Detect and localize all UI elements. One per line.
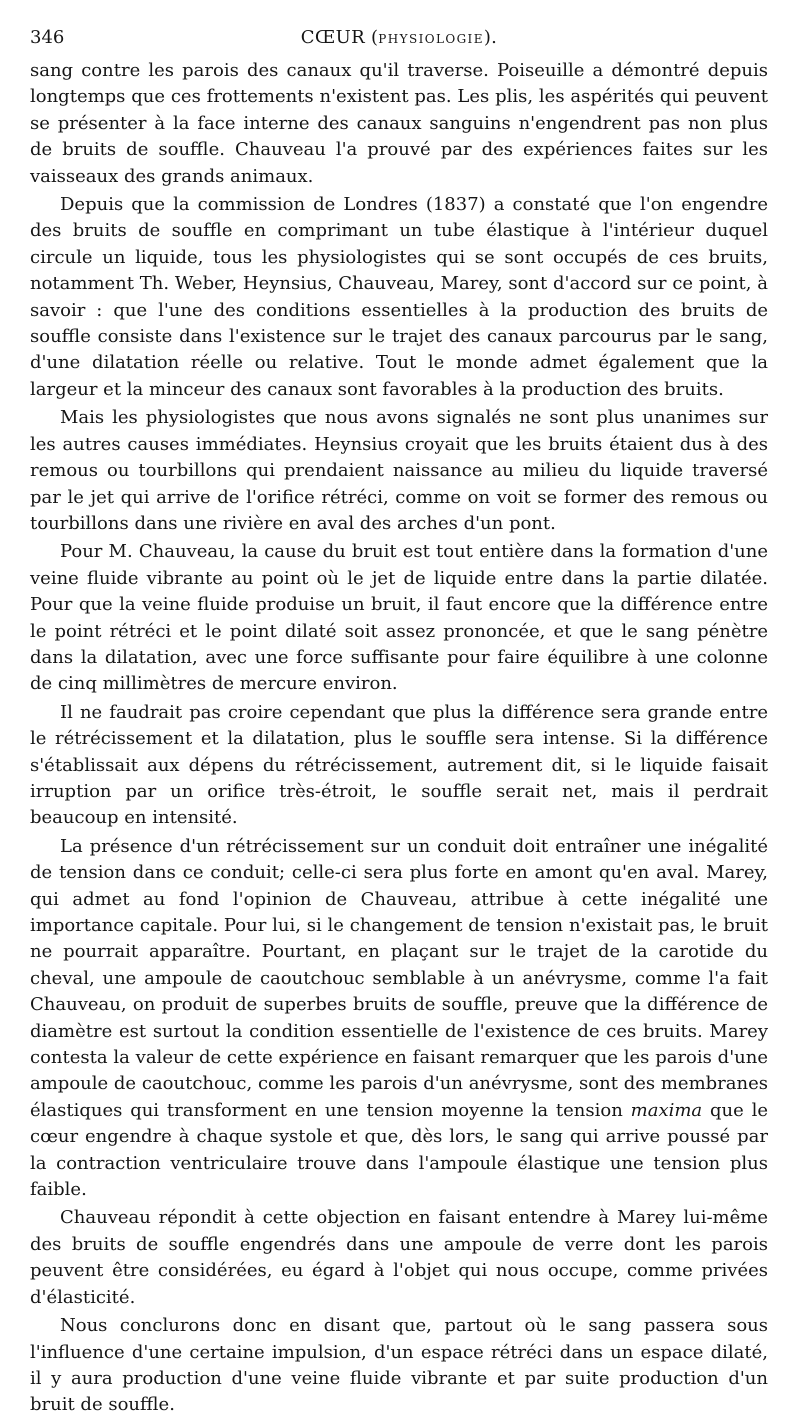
running-title-close: ).	[483, 27, 498, 48]
paragraph-3: Mais les physiologistes que nous avons signalés ne sont plus unanimes sur les autres causes immédiates. Heynsius croyait que les bruits étaient dus à des remous ou tourbillons qui prendaient naissance au milieu du liquide traversé par le jet qui arrive de l'orifice rétréci, comme on voit se former des remous ou tourbillons dans une rivière en aval des arches d'un pont.	[30, 407, 768, 534]
page-header	[30, 26, 768, 50]
paragraph-6-emphasis: maxima	[630, 1099, 703, 1121]
running-title	[30, 26, 768, 51]
book-page	[30, 26, 768, 1421]
paragraph-6-part-2: que le cœur engendre à chaque systole et que, dès lors, le sang qui arrive poussé par la contraction ventriculaire trouve dans l'ampoule élastique une tension plus faible.	[30, 1099, 768, 1201]
paragraph-2: Depuis que la commission de Londres (1837) a constaté que l'on engendre des bruits de souffle en comprimant un tube élastique à l'intérieur duquel circule un liquide, tous les physiologistes qui se sont occupés de ces bruits, notamment Th. Weber, Heynsius, Chauveau, Marey, sont d'accord sur ce point, à savoir : que l'une des conditions essentielles à la production des bruits de souffle consiste dans l'existence sur le trajet des canaux parcourus par le sang, d'une dilatation réelle ou relative. Tout le monde admet également que la largeur et la minceur des canaux sont favorables à la production des bruits.	[30, 194, 768, 400]
paragraph-5: Il ne faudrait pas croire cependant que plus la différence sera grande entre le rétrécissement et la dilatation, plus le souffle sera intense. Si la différence s'établissait aux dépens du rétrécissement, autrement dit, si le liquide faisait irruption par un orifice très-étroit, le souffle serait net, mais il perdrait beaucoup en intensité.	[30, 701, 768, 829]
body-text	[30, 58, 768, 1419]
paragraph-7: Chauveau répondit à cette objection en faisant entendre à Marey lui-même des bruits de souffle engendrés dans une ampoule de verre dont les parois peuvent être considérées, eu égard à l'objet qui nous occupe, comme privées d'élasticité.	[30, 1207, 768, 1308]
running-title-main: CŒUR	[300, 27, 365, 48]
paragraph-6-part-1: La présence d'un rétrécissement sur un conduit doit entraîner une inégalité de tension dans ce conduit; celle-ci sera plus forte en amont qu'en aval. Marey, qui admet au fond l'opinion de Chauveau, attribue à cette inégalité une importance capitale. Pour lui, si le changement de tension n'existait pas, le bruit ne pourrait apparaître. Pourtant, en plaçant sur le trajet de la carotide du cheval, une ampoule de caoutchouc semblable à un anévrysme, comme l'a fait Chauveau, on produit de superbes bruits de souffle, preuve que la différence de diamètre est surtout la condition essentielle de l'existence de ces bruits. Marey contesta la valeur de cette expérience en faisant remarquer que les parois d'une ampoule de caoutchouc, comme les parois d'un anévrysme, sont des membranes élastiques qui transforment en une tension moyenne la tension	[30, 835, 768, 1121]
running-title-sub: PHYSIOLOGIE	[378, 32, 484, 46]
paragraph-8: Nous conclurons donc en disant que, partout où le sang passera sous l'influence d'une certaine impulsion, d'un espace rétréci dans un espace dilaté, il y aura production d'une veine fluide vibrante et par suite production d'un bruit de souffle.	[30, 1315, 768, 1416]
running-title-open: (	[364, 27, 379, 48]
paragraph-1: sang contre les parois des canaux qu'il traverse. Poiseuille a démontré depuis longtemps que ces frottements n'existent pas. Les plis, les aspérités qui peuvent se présenter à la face interne des canaux sanguins n'engendrent pas non plus de bruits de souffle. Chauveau l'a prouvé par des expériences faites sur les vaisseaux des grands animaux.	[30, 60, 768, 187]
paragraph-6	[30, 834, 768, 1204]
page-number: 346	[30, 27, 65, 48]
paragraph-4: Pour M. Chauveau, la cause du bruit est tout entière dans la formation d'une veine fluide vibrante au point où le jet de liquide entre dans la partie dilatée. Pour que la veine fluide produise un bruit, il faut encore que la différence entre le point rétréci et le point dilaté soit assez prononcée, et que le sang pénètre dans la dilatation, avec une force suffisante pour faire équilibre à une colonne de cinq millimètres de mercure environ.	[30, 541, 768, 695]
